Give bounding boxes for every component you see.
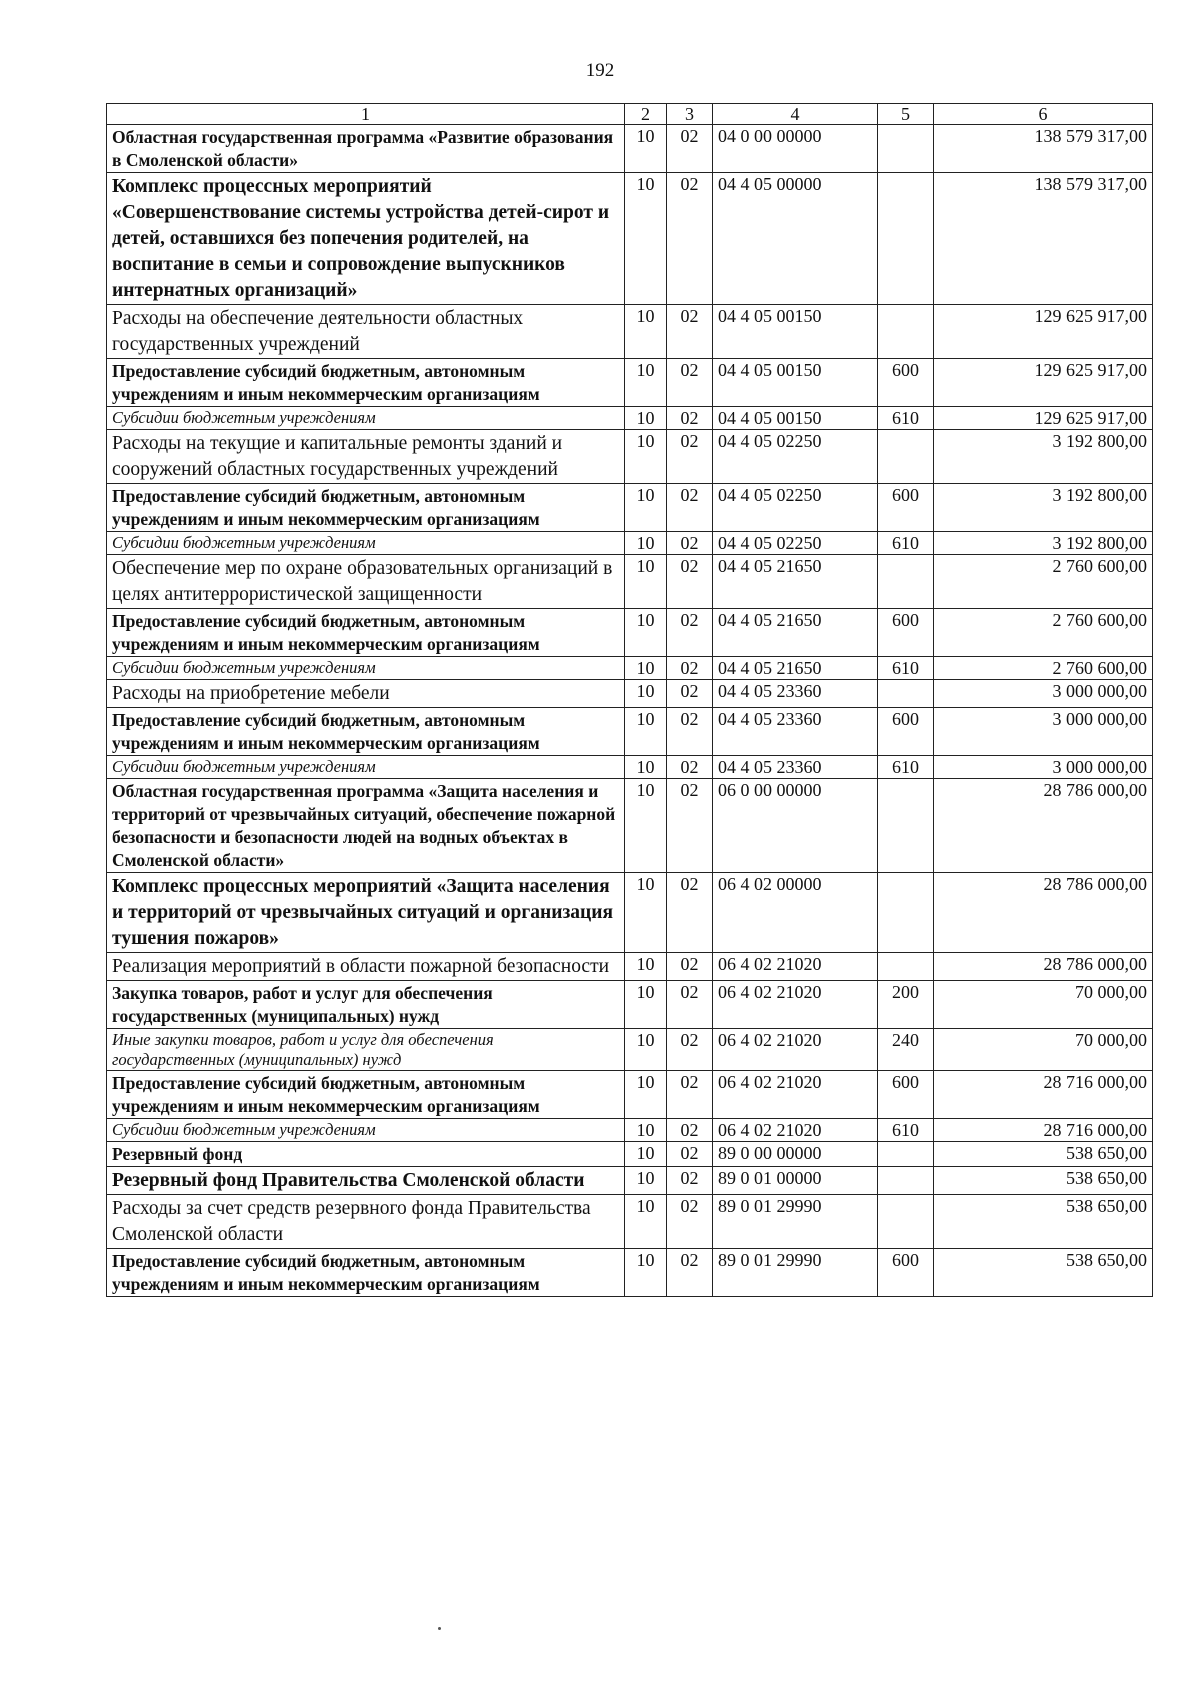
section-cell: 10 [625,407,667,430]
section-cell: 10 [625,1142,667,1167]
amount-cell: 3 000 000,00 [934,708,1153,756]
expense-type-cell: 610 [878,407,934,430]
amount-cell: 538 650,00 [934,1195,1153,1249]
amount-cell: 3 000 000,00 [934,680,1153,708]
row-name-cell: Предоставление субсидий бюджетным, автономным учреждениям и иным некоммерческим организациям [107,484,625,532]
page-number: 192 [585,60,615,81]
subsection-cell: 02 [667,1167,713,1195]
subsection-cell: 02 [667,305,713,359]
table-row [107,657,1153,680]
amount-cell: 138 579 317,00 [934,173,1153,305]
target-article-cell: 04 4 05 23360 [713,708,878,756]
target-article-cell: 04 4 05 00150 [713,359,878,407]
table-body [107,125,1153,1297]
table-row [107,680,1153,708]
table-row [107,1029,1153,1071]
section-cell: 10 [625,981,667,1029]
target-article-cell: 04 4 05 21650 [713,609,878,657]
expense-type-cell: 200 [878,981,934,1029]
target-article-cell: 89 0 01 00000 [713,1167,878,1195]
subsection-cell: 02 [667,1195,713,1249]
expense-type-cell: 610 [878,532,934,555]
expense-type-cell [878,305,934,359]
target-article-cell: 04 4 05 21650 [713,657,878,680]
section-cell: 10 [625,359,667,407]
subsection-cell: 02 [667,981,713,1029]
row-name-cell: Субсидии бюджетным учреждениям [107,407,625,430]
section-cell: 10 [625,430,667,484]
target-article-cell: 04 0 00 00000 [713,125,878,173]
expense-type-cell: 600 [878,484,934,532]
expense-type-cell: 600 [878,1071,934,1119]
target-article-cell: 06 0 00 00000 [713,779,878,873]
section-cell: 10 [625,1249,667,1297]
section-cell: 10 [625,756,667,779]
table-header-row [107,104,1153,125]
section-cell: 10 [625,609,667,657]
subsection-cell: 02 [667,1142,713,1167]
amount-cell: 70 000,00 [934,1029,1153,1071]
subsection-cell: 02 [667,125,713,173]
row-name-cell: Расходы на обеспечение деятельности областных государственных учреждений [107,305,625,359]
table-row [107,484,1153,532]
row-name-cell: Резервный фонд Правительства Смоленской области [107,1167,625,1195]
row-name-cell: Субсидии бюджетным учреждениям [107,756,625,779]
row-name-cell: Областная государственная программа «Развитие образования в Смоленской области» [107,125,625,173]
target-article-cell: 89 0 00 00000 [713,1142,878,1167]
target-article-cell: 06 4 02 00000 [713,873,878,953]
subsection-cell: 02 [667,657,713,680]
expense-type-cell [878,779,934,873]
row-name-cell: Расходы на текущие и капитальные ремонты зданий и сооружений областных государственных учреждений [107,430,625,484]
amount-cell: 538 650,00 [934,1249,1153,1297]
table-row [107,125,1153,173]
row-name-cell: Субсидии бюджетным учреждениям [107,1119,625,1142]
row-name-cell: Резервный фонд [107,1142,625,1167]
subsection-cell: 02 [667,779,713,873]
table-row [107,1167,1153,1195]
section-cell: 10 [625,1119,667,1142]
subsection-cell: 02 [667,953,713,981]
row-name-cell: Расходы за счет средств резервного фонда Правительства Смоленской области [107,1195,625,1249]
row-name-cell: Предоставление субсидий бюджетным, автономным учреждениям и иным некоммерческим организациям [107,708,625,756]
target-article-cell: 06 4 02 21020 [713,953,878,981]
section-cell: 10 [625,708,667,756]
subsection-cell: 02 [667,1249,713,1297]
target-article-cell: 89 0 01 29990 [713,1249,878,1297]
table-row [107,708,1153,756]
budget-table [106,103,1153,1297]
amount-cell: 28 716 000,00 [934,1071,1153,1119]
scan-speck [438,1627,441,1630]
section-cell: 10 [625,953,667,981]
table-row [107,756,1153,779]
table-row [107,430,1153,484]
subsection-cell: 02 [667,1029,713,1071]
target-article-cell: 04 4 05 00000 [713,173,878,305]
row-name-cell: Областная государственная программа «Защита населения и территорий от чрезвычайных ситуаций, обеспечение пожарной безопасности и безопасности людей на водных объектах в Смоленской области» [107,779,625,873]
header-col-1: 1 [107,104,625,125]
header-col-2: 2 [625,104,667,125]
row-name-cell: Предоставление субсидий бюджетным, автономным учреждениям и иным некоммерческим организациям [107,1071,625,1119]
header-col-5: 5 [878,104,934,125]
expense-type-cell [878,953,934,981]
target-article-cell: 06 4 02 21020 [713,1119,878,1142]
expense-type-cell [878,680,934,708]
amount-cell: 3 192 800,00 [934,430,1153,484]
section-cell: 10 [625,1167,667,1195]
expense-type-cell [878,555,934,609]
subsection-cell: 02 [667,173,713,305]
section-cell: 10 [625,1029,667,1071]
expense-type-cell [878,1195,934,1249]
target-article-cell: 89 0 01 29990 [713,1195,878,1249]
amount-cell: 138 579 317,00 [934,125,1153,173]
table-row [107,1195,1153,1249]
amount-cell: 28 786 000,00 [934,779,1153,873]
expense-type-cell: 600 [878,708,934,756]
expense-type-cell: 600 [878,609,934,657]
subsection-cell: 02 [667,407,713,430]
table-row [107,359,1153,407]
row-name-cell: Субсидии бюджетным учреждениям [107,657,625,680]
target-article-cell: 06 4 02 21020 [713,1029,878,1071]
table-row [107,1249,1153,1297]
amount-cell: 3 192 800,00 [934,484,1153,532]
expense-type-cell [878,873,934,953]
section-cell: 10 [625,873,667,953]
row-name-cell: Предоставление субсидий бюджетным, автономным учреждениям и иным некоммерческим организациям [107,359,625,407]
subsection-cell: 02 [667,532,713,555]
section-cell: 10 [625,657,667,680]
table-row [107,555,1153,609]
expense-type-cell [878,1167,934,1195]
subsection-cell: 02 [667,1071,713,1119]
subsection-cell: 02 [667,756,713,779]
subsection-cell: 02 [667,555,713,609]
header-col-6: 6 [934,104,1153,125]
target-article-cell: 04 4 05 21650 [713,555,878,609]
section-cell: 10 [625,125,667,173]
expense-type-cell: 240 [878,1029,934,1071]
section-cell: 10 [625,1071,667,1119]
row-name-cell: Субсидии бюджетным учреждениям [107,532,625,555]
row-name-cell: Предоставление субсидий бюджетным, автономным учреждениям и иным некоммерческим организациям [107,1249,625,1297]
row-name-cell: Предоставление субсидий бюджетным, автономным учреждениям и иным некоммерческим организациям [107,609,625,657]
target-article-cell: 04 4 05 02250 [713,430,878,484]
expense-type-cell [878,430,934,484]
expense-type-cell [878,1142,934,1167]
section-cell: 10 [625,779,667,873]
expense-type-cell: 610 [878,657,934,680]
amount-cell: 2 760 600,00 [934,657,1153,680]
target-article-cell: 06 4 02 21020 [713,981,878,1029]
row-name-cell: Комплекс процессных мероприятий «Защита населения и территорий от чрезвычайных ситуаций и организация тушения пожаров» [107,873,625,953]
amount-cell: 538 650,00 [934,1167,1153,1195]
section-cell: 10 [625,173,667,305]
amount-cell: 28 786 000,00 [934,873,1153,953]
amount-cell: 129 625 917,00 [934,359,1153,407]
expense-type-cell: 600 [878,1249,934,1297]
amount-cell: 2 760 600,00 [934,555,1153,609]
subsection-cell: 02 [667,680,713,708]
header-col-4: 4 [713,104,878,125]
expense-type-cell: 610 [878,1119,934,1142]
section-cell: 10 [625,1195,667,1249]
subsection-cell: 02 [667,708,713,756]
target-article-cell: 04 4 05 02250 [713,484,878,532]
section-cell: 10 [625,532,667,555]
amount-cell: 129 625 917,00 [934,407,1153,430]
row-name-cell: Иные закупки товаров, работ и услуг для обеспечения государственных (муниципальных) нужд [107,1029,625,1071]
subsection-cell: 02 [667,1119,713,1142]
target-article-cell: 04 4 05 00150 [713,305,878,359]
amount-cell: 70 000,00 [934,981,1153,1029]
subsection-cell: 02 [667,609,713,657]
row-name-cell: Расходы на приобретение мебели [107,680,625,708]
table-row [107,953,1153,981]
expense-type-cell [878,125,934,173]
section-cell: 10 [625,680,667,708]
target-article-cell: 04 4 05 23360 [713,680,878,708]
section-cell: 10 [625,484,667,532]
table-row [107,1119,1153,1142]
target-article-cell: 06 4 02 21020 [713,1071,878,1119]
amount-cell: 3 000 000,00 [934,756,1153,779]
header-col-3: 3 [667,104,713,125]
expense-type-cell: 610 [878,756,934,779]
section-cell: 10 [625,305,667,359]
table-row [107,532,1153,555]
table-row [107,873,1153,953]
subsection-cell: 02 [667,873,713,953]
row-name-cell: Реализация мероприятий в области пожарной безопасности [107,953,625,981]
table-row [107,981,1153,1029]
table-row [107,305,1153,359]
target-article-cell: 04 4 05 02250 [713,532,878,555]
amount-cell: 3 192 800,00 [934,532,1153,555]
amount-cell: 28 786 000,00 [934,953,1153,981]
subsection-cell: 02 [667,359,713,407]
target-article-cell: 04 4 05 00150 [713,407,878,430]
table-row [107,1071,1153,1119]
amount-cell: 28 716 000,00 [934,1119,1153,1142]
amount-cell: 538 650,00 [934,1142,1153,1167]
row-name-cell: Обеспечение мер по охране образовательных организаций в целях антитеррористической защищенности [107,555,625,609]
subsection-cell: 02 [667,484,713,532]
amount-cell: 129 625 917,00 [934,305,1153,359]
table-row [107,173,1153,305]
amount-cell: 2 760 600,00 [934,609,1153,657]
expense-type-cell: 600 [878,359,934,407]
section-cell: 10 [625,555,667,609]
row-name-cell: Закупка товаров, работ и услуг для обеспечения государственных (муниципальных) нужд [107,981,625,1029]
table-row [107,1142,1153,1167]
target-article-cell: 04 4 05 23360 [713,756,878,779]
table-row [107,609,1153,657]
row-name-cell: Комплекс процессных мероприятий «Совершенствование системы устройства детей-сирот и детей, оставшихся без попечения родителей, на воспитание в семьи и сопровождение выпускников интернатных организаций» [107,173,625,305]
table-row [107,407,1153,430]
subsection-cell: 02 [667,430,713,484]
expense-type-cell [878,173,934,305]
table-row [107,779,1153,873]
